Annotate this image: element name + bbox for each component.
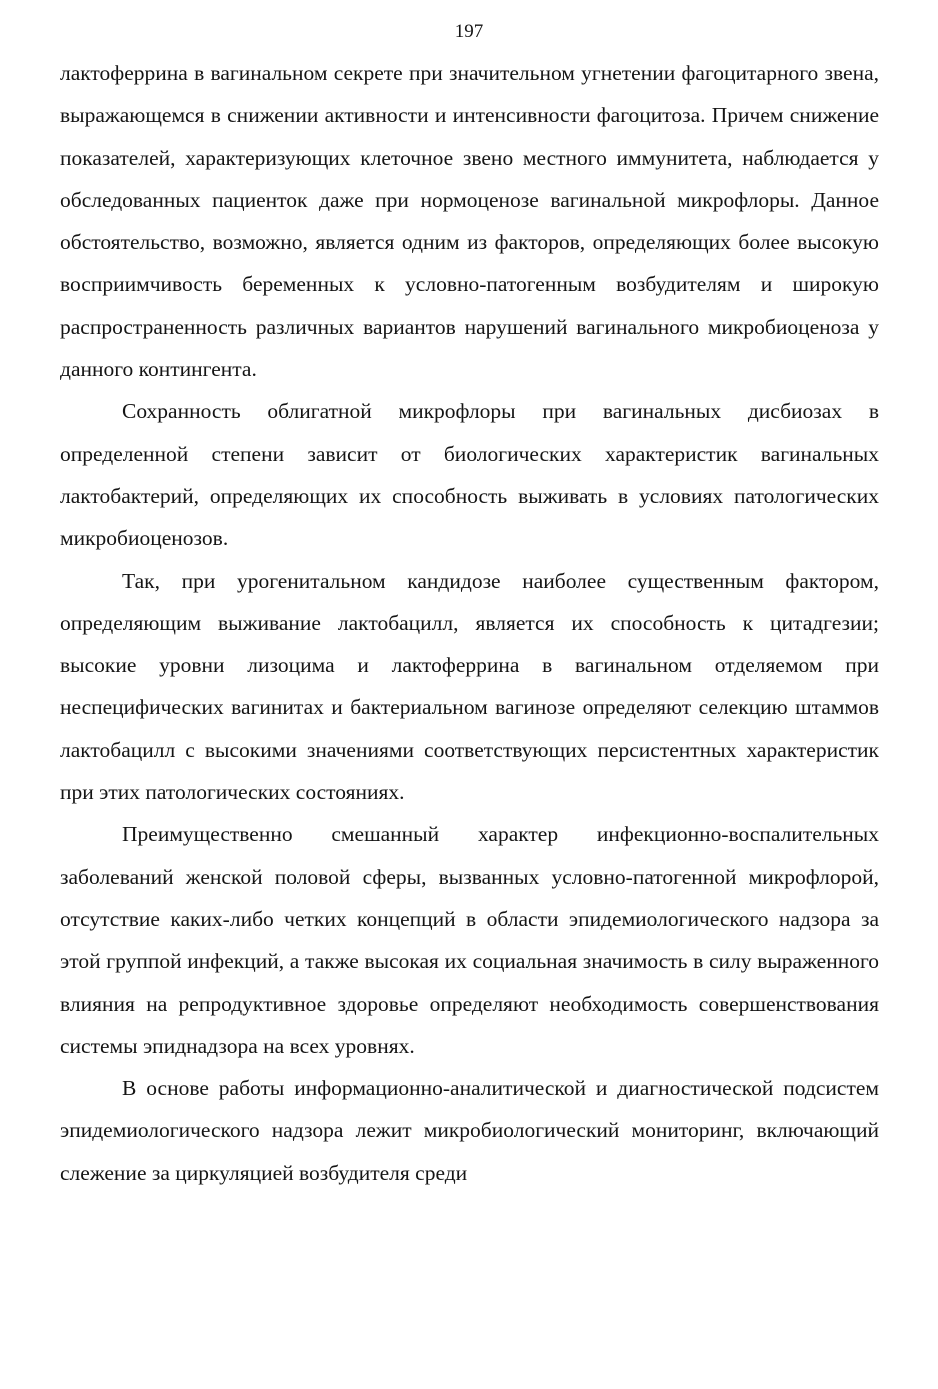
paragraph-candidiasis: Так, при урогенитальном кандидозе наиболее существенным фактором, определяющим выживание лактобацилл, является их способность к цитадгезии; высокие уровни лизоцима и лактоферрина в вагинальном отделяемом при неспецифических вагинитах и бактериальном вагинозе определяют селекцию штаммов лактобацилл с высокими значениями соответствующих персистентных характеристик при этих патологических состояниях. — [60, 568, 879, 805]
paragraph-obligate-microflora: Сохранность облигатной микрофлоры при вагинальных дисбиозах в определенной степени зависит от биологических характеристик вагинальных лактобактерий, определяющих их способность выживать в условиях патологических микробиоценозов. — [60, 399, 879, 551]
paragraph-mixed-infections: Преимущественно смешанный характер инфекционно-воспалительных заболеваний женской половой сферы, вызванных условно-патогенной микрофлорой, отсутствие каких-либо четких концепций в области эпидемиологического надзора за этой группой инфекций, а также высокая их социальная значимость в силу выраженного влияния на репродуктивное здоровье определяют необходимость совершенствования системы эпиднадзора на всех уровнях. — [60, 822, 879, 1058]
paragraph-continued: лактоферрина в вагинальном секрете при значительном угнетении фагоцитарного звена, выражающемся в снижении активности и интенсивности фагоцитоза. Причем снижение показателей, характеризующих клеточное звено местного иммунитета, наблюдается у обследованных пациенток даже при нормоценозе вагинальной микрофлоры. Данное обстоятельство, возможно, является одним из факторов, определяющих более высокую восприимчивость беременных к условно-патогенным возбудителям и широкую распространенность различных вариантов нарушений вагинального микробиоценоза у данного контингента. — [60, 61, 879, 382]
page-number: 197 — [454, 21, 484, 42]
paragraph-monitoring: В основе работы информационно-аналитической и диагностической подсистем эпидемиологического надзора лежит микробиологический мониторинг, включающий слежение за циркуляцией возбудителя среди — [60, 1076, 879, 1185]
text-body — [60, 52, 879, 1194]
